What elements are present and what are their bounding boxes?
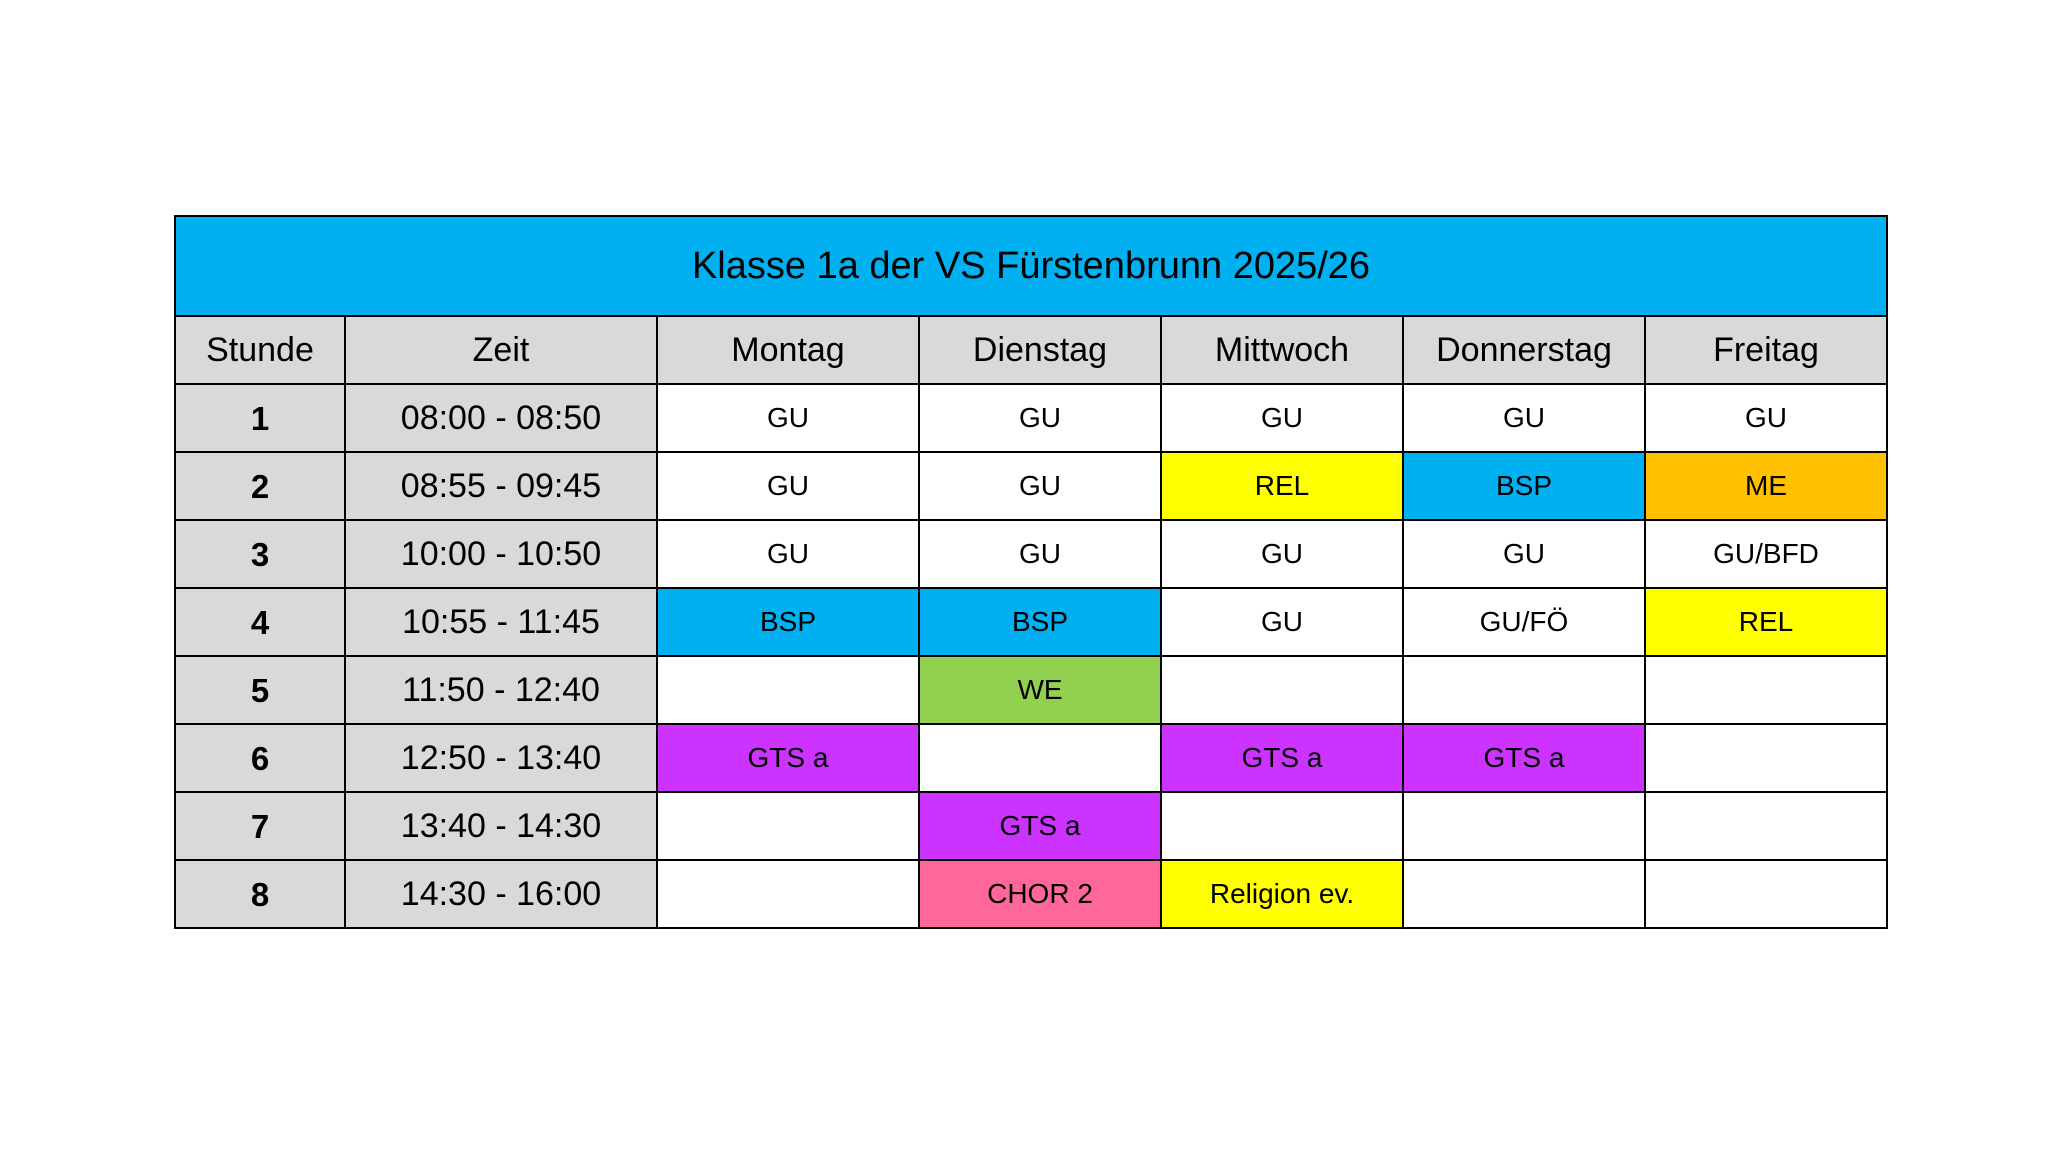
period-time: 08:55 - 09:45	[345, 452, 657, 520]
lesson-cell: GU/BFD	[1645, 520, 1887, 588]
period-time: 10:00 - 10:50	[345, 520, 657, 588]
table-row	[175, 452, 1887, 520]
lesson-cell: BSP	[1403, 452, 1645, 520]
header-mittwoch: Mittwoch	[1161, 316, 1403, 384]
lesson-cell: GU	[919, 520, 1161, 588]
lesson-cell: GU	[657, 452, 919, 520]
lesson-cell: GTS a	[919, 792, 1161, 860]
lesson-cell	[657, 860, 919, 928]
header-dienstag: Dienstag	[919, 316, 1161, 384]
lesson-cell: GU/FÖ	[1403, 588, 1645, 656]
lesson-cell: GTS a	[657, 724, 919, 792]
period-time: 11:50 - 12:40	[345, 656, 657, 724]
period-number: 3	[175, 520, 345, 588]
table-row	[175, 724, 1887, 792]
period-number: 1	[175, 384, 345, 452]
lesson-cell: GU	[1161, 588, 1403, 656]
lesson-cell	[1403, 792, 1645, 860]
lesson-cell: REL	[1645, 588, 1887, 656]
lesson-cell: GU	[1161, 384, 1403, 452]
table-row	[175, 520, 1887, 588]
lesson-cell: GU	[657, 384, 919, 452]
lesson-cell	[1403, 656, 1645, 724]
period-number: 2	[175, 452, 345, 520]
timetable-title: Klasse 1a der VS Fürstenbrunn 2025/26	[175, 216, 1887, 316]
lesson-cell: BSP	[919, 588, 1161, 656]
lesson-cell	[919, 724, 1161, 792]
period-time: 08:00 - 08:50	[345, 384, 657, 452]
period-number: 4	[175, 588, 345, 656]
lesson-cell	[1645, 860, 1887, 928]
lesson-cell	[657, 656, 919, 724]
table-row	[175, 588, 1887, 656]
lesson-cell	[1645, 792, 1887, 860]
lesson-cell	[1645, 724, 1887, 792]
header-stunde: Stunde	[175, 316, 345, 384]
lesson-cell: GU	[919, 452, 1161, 520]
header-donnerstag: Donnerstag	[1403, 316, 1645, 384]
lesson-cell: CHOR 2	[919, 860, 1161, 928]
period-time: 12:50 - 13:40	[345, 724, 657, 792]
lesson-cell: GU	[1645, 384, 1887, 452]
lesson-cell: Religion ev.	[1161, 860, 1403, 928]
lesson-cell: WE	[919, 656, 1161, 724]
lesson-cell	[1645, 656, 1887, 724]
period-number: 6	[175, 724, 345, 792]
table-row	[175, 384, 1887, 452]
period-number: 5	[175, 656, 345, 724]
lesson-cell: ME	[1645, 452, 1887, 520]
header-freitag: Freitag	[1645, 316, 1887, 384]
period-time: 10:55 - 11:45	[345, 588, 657, 656]
table-row	[175, 656, 1887, 724]
table-row	[175, 860, 1887, 928]
lesson-cell: GU	[1403, 384, 1645, 452]
table-row	[175, 792, 1887, 860]
lesson-cell: GU	[919, 384, 1161, 452]
lesson-cell: REL	[1161, 452, 1403, 520]
header-zeit: Zeit	[345, 316, 657, 384]
period-time: 14:30 - 16:00	[345, 860, 657, 928]
lesson-cell: GU	[1403, 520, 1645, 588]
period-number: 8	[175, 860, 345, 928]
lesson-cell	[1161, 792, 1403, 860]
lesson-cell: GTS a	[1403, 724, 1645, 792]
period-number: 7	[175, 792, 345, 860]
lesson-cell: BSP	[657, 588, 919, 656]
timetable	[174, 215, 1888, 929]
lesson-cell	[657, 792, 919, 860]
header-row	[175, 316, 1887, 384]
lesson-cell: GU	[657, 520, 919, 588]
period-time: 13:40 - 14:30	[345, 792, 657, 860]
lesson-cell	[1403, 860, 1645, 928]
title-row	[175, 216, 1887, 316]
lesson-cell: GU	[1161, 520, 1403, 588]
header-montag: Montag	[657, 316, 919, 384]
lesson-cell: GTS a	[1161, 724, 1403, 792]
lesson-cell	[1161, 656, 1403, 724]
